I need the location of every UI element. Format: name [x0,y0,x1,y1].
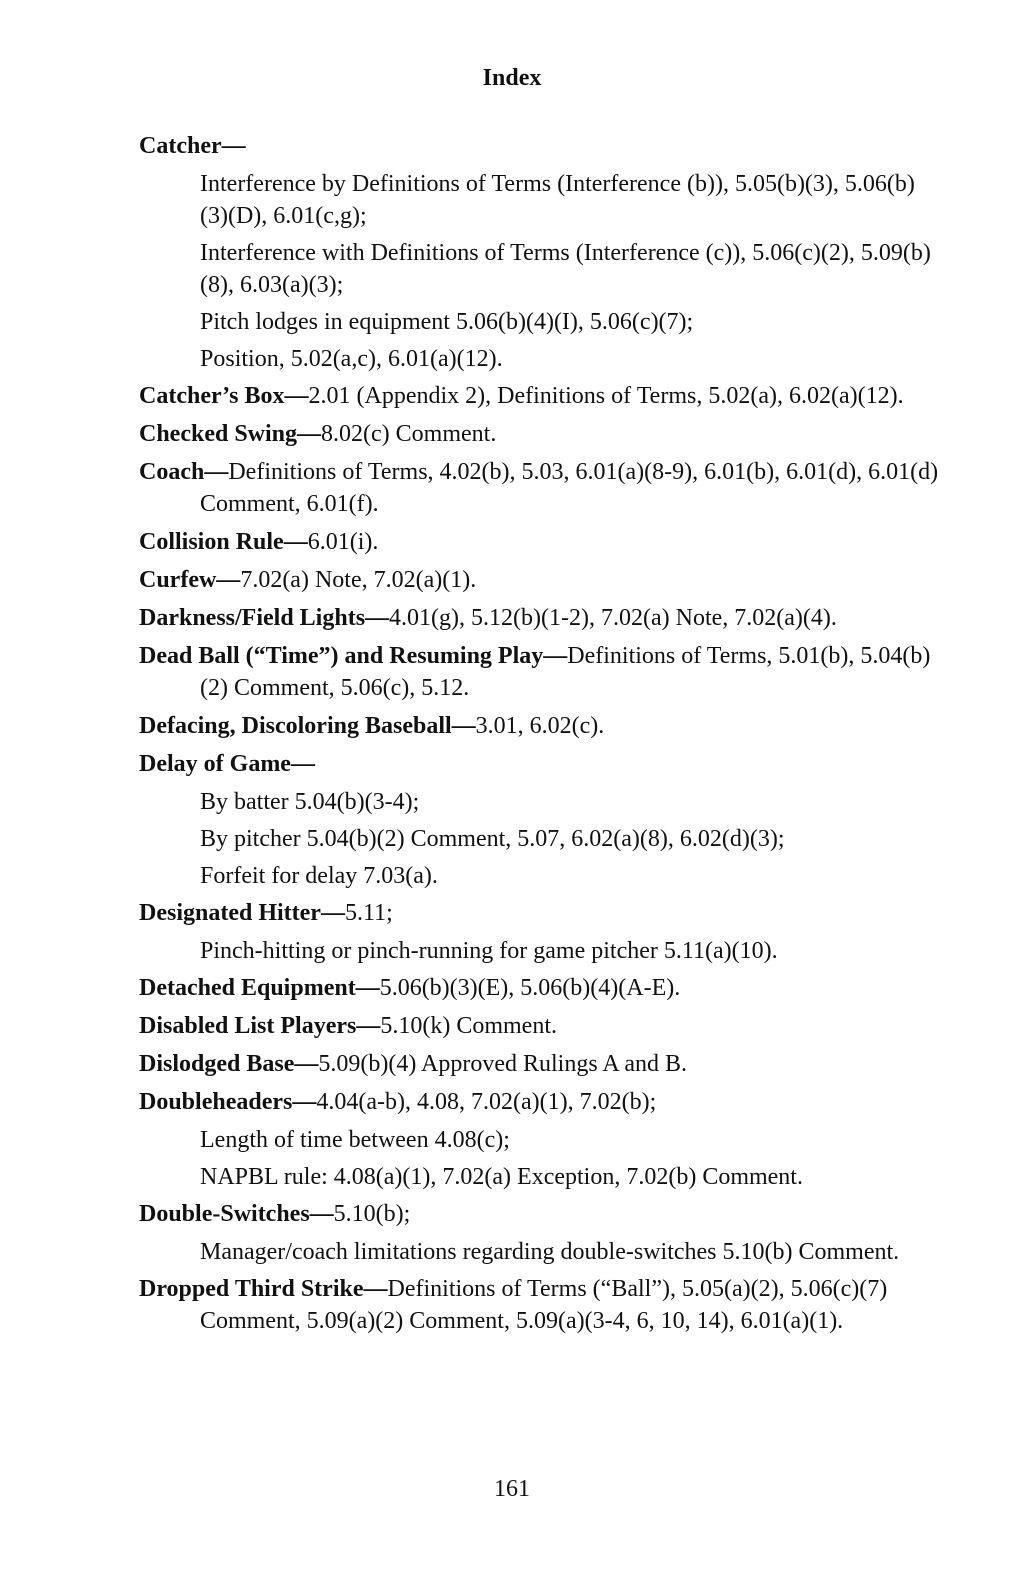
index-entry [139,1010,939,1042]
index-entries [139,130,939,1343]
index-entry [139,418,939,450]
index-references: 2.01 (Appendix 2), Definitions of Terms, 5.02(a), 6.02(a)(12). [308,383,904,409]
index-entry [139,1086,939,1118]
index-entry [139,748,939,780]
index-subentry [139,343,939,375]
index-term: Dead Ball (“Time”) and Resuming Play— [139,643,568,669]
page-number: 161 [494,1476,530,1502]
index-term: Catcher’s Box— [139,383,309,409]
index-subentry [139,1161,939,1193]
index-subentry-text: By batter 5.04(b)(3-4); [200,789,420,815]
index-subentry-text: Forfeit for delay 7.03(a). [200,863,438,889]
index-references: 3.01, 6.02(c). [475,713,605,739]
index-term: Curfew— [139,567,241,593]
index-subentry-text: Position, 5.02(a,c), 6.01(a)(12). [200,346,503,372]
index-subentry-text: Manager/coach limitations regarding double-switches 5.10(b) Comment. [200,1239,900,1265]
index-references: 5.10(k) Comment. [380,1013,557,1039]
index-references: 7.02(a) Note, 7.02(a)(1). [240,567,477,593]
page-title: Index [482,65,542,91]
index-subentry [139,823,939,855]
index-references: 5.10(b); [333,1201,411,1227]
index-entry [139,602,939,634]
index-term: Darkness/Field Lights— [139,605,390,631]
index-term: Defacing, Discoloring Baseball— [139,713,476,739]
index-entry [139,972,939,1004]
index-references: 4.01(g), 5.12(b)(1-2), 7.02(a) Note, 7.02(a)(4). [389,605,837,631]
index-entry [139,380,939,412]
index-subentry-text: Pitch lodges in equipment 5.06(b)(4)(I), 5.06(c)(7); [200,309,694,335]
index-term: Checked Swing— [139,421,322,447]
index-references: 8.02(c) Comment. [321,421,497,447]
index-references: Definitions of Terms, 4.02(b), 5.03, 6.01(a)(8-9), 6.01(b), 6.01(d), 6.01(d) Comment, 6.01(f). [200,459,939,517]
index-term: Doubleheaders— [139,1089,317,1115]
index-entry [139,456,939,520]
index-subentry [139,306,939,338]
index-term: Dislodged Base— [139,1051,319,1077]
index-references: 5.11; [344,900,393,926]
index-subentry [139,237,939,301]
index-entry [139,1048,939,1080]
index-term: Dropped Third Strike— [139,1276,388,1302]
index-term: Designated Hitter— [139,900,345,926]
index-entry [139,897,939,929]
index-subentry-text: Pinch-hitting or pinch-running for game pitcher 5.11(a)(10). [200,938,778,964]
index-term: Delay of Game— [139,751,315,777]
index-subentry [139,935,939,967]
index-term: Coach— [139,459,229,485]
index-subentry [139,786,939,818]
index-term: Catcher— [139,133,246,159]
index-references: 5.06(b)(3)(E), 5.06(b)(4)(A-E). [379,975,681,1001]
index-references: Definitions of Terms (“Ball”), 5.05(a)(2), 5.06(c)(7) Comment, 5.09(a)(2) Comment, 5.09(a)(3-4, 6, 10, 14), 6.01(a)(1). [200,1276,888,1334]
index-term: Double-Switches— [139,1201,334,1227]
index-subentry-text: Length of time between 4.08(c); [200,1127,510,1153]
index-subentry-text: By pitcher 5.04(b)(2) Comment, 5.07, 6.02(a)(8), 6.02(d)(3); [200,826,785,852]
index-subentry [139,860,939,892]
index-subentry [139,168,939,232]
index-references: 6.01(i). [307,529,379,555]
index-entry [139,564,939,596]
index-references: Definitions of Terms, 5.01(b), 5.04(b)(2) Comment, 5.06(c), 5.12. [200,643,931,701]
index-subentry [139,1236,939,1268]
index-entry [139,1273,939,1337]
index-references: 5.09(b)(4) Approved Rulings A and B. [318,1051,688,1077]
index-entry [139,130,939,162]
index-subentry-text: Interference with Definitions of Terms (Interference (c)), 5.06(c)(2), 5.09(b)(8), 6.03(a)(3); [200,240,931,298]
index-subentry-text: NAPBL rule: 4.08(a)(1), 7.02(a) Exception, 7.02(b) Comment. [200,1164,803,1190]
index-entry [139,526,939,558]
index-term: Collision Rule— [139,529,308,555]
index-subentry [139,1124,939,1156]
index-subentry-text: Interference by Definitions of Terms (Interference (b)), 5.05(b)(3), 5.06(b)(3)(D), 6.01(c,g); [200,171,915,229]
index-references: 4.04(a-b), 4.08, 7.02(a)(1), 7.02(b); [316,1089,657,1115]
index-entry [139,1198,939,1230]
index-term: Detached Equipment— [139,975,380,1001]
index-term: Disabled List Players— [139,1013,381,1039]
index-entry [139,640,939,704]
index-entry [139,710,939,742]
